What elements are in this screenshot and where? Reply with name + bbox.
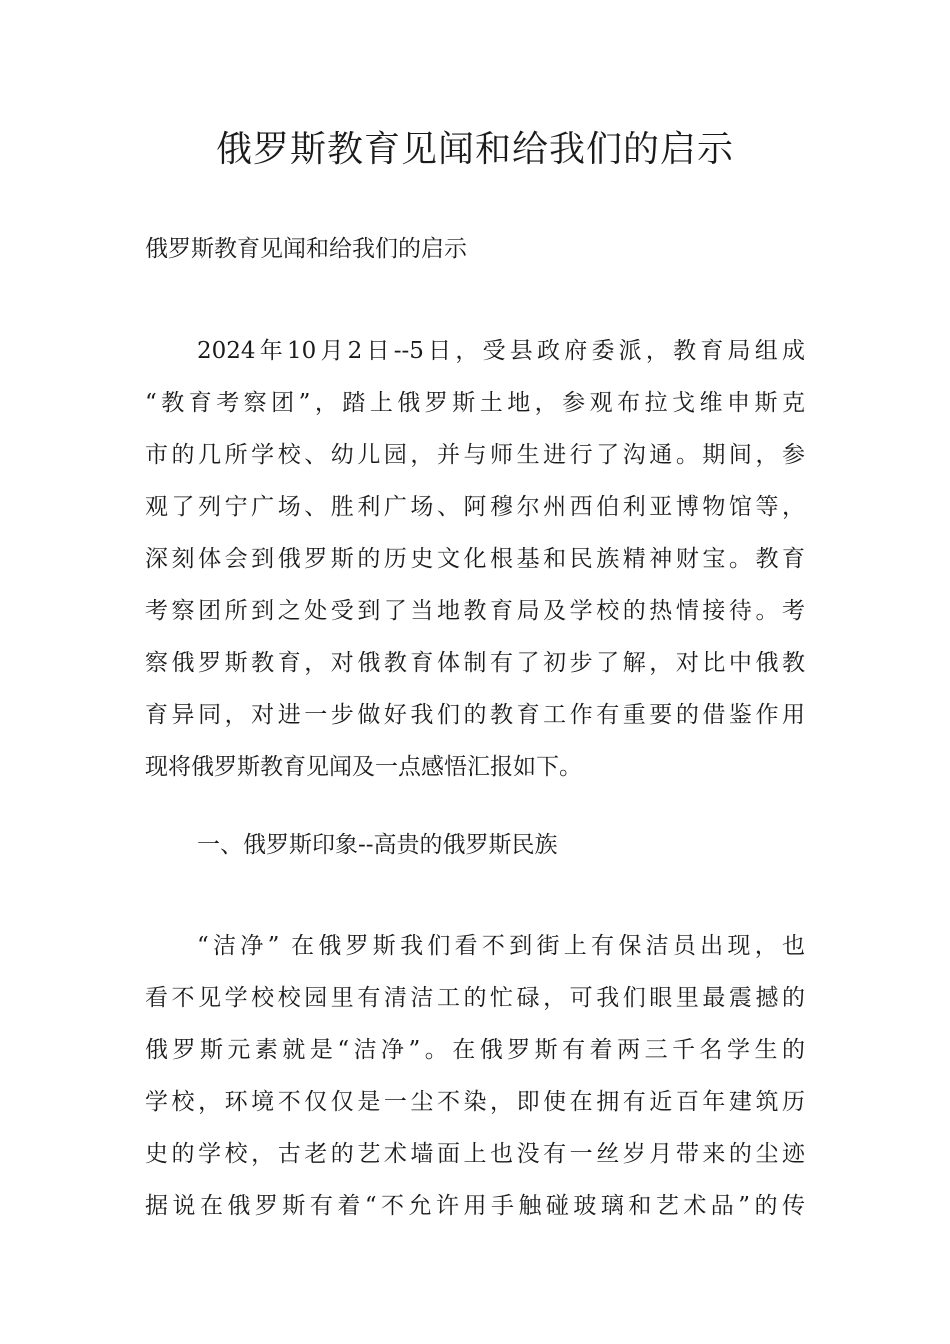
paragraph-line: 观了列宁广场、胜利广场、阿穆尔州西伯利亚博物馆等，	[145, 494, 805, 520]
paragraph-cleanliness	[145, 920, 805, 1232]
paragraph-line: 学校，环境不仅仅是一尘不染，即使在拥有近百年建筑历	[145, 1089, 805, 1115]
paragraph-line: 察俄罗斯教育，对俄教育体制有了初步了解，对比中俄教	[145, 650, 805, 676]
paragraph-line: 深刻体会到俄罗斯的历史文化根基和民族精神财宝。教育	[145, 546, 805, 572]
document-title: 俄罗斯教育见闻和给我们的启示	[215, 129, 734, 170]
paragraph-line: 2024年10月2日--5日，受县政府委派，教育局组成	[197, 338, 805, 364]
paragraph-line: 市的几所学校、幼儿园，并与师生进行了沟通。期间，参	[145, 442, 805, 468]
paragraph-line: 俄罗斯元素就是“洁净”。在俄罗斯有着两三千名学生的	[145, 1037, 805, 1063]
paragraph-line: “洁净” 在俄罗斯我们看不到街上有保洁员出现，也	[197, 933, 805, 959]
paragraph-line: 史的学校，古老的艺术墙面上也没有一丝岁月带来的尘迹	[145, 1141, 805, 1167]
paragraph-intro	[145, 325, 805, 793]
paragraph-line: “教育考察团”，踏上俄罗斯土地，参观布拉戈维申斯克	[145, 390, 805, 416]
section-heading: 一、俄罗斯印象--高贵的俄罗斯民族	[197, 832, 558, 858]
paragraph-line: 据说在俄罗斯有着“不允许用手触碰玻璃和艺术品”的传	[145, 1193, 805, 1219]
document-subtitle: 俄罗斯教育见闻和给我们的启示	[145, 236, 467, 262]
paragraph-line: 看不见学校校园里有清洁工的忙碌，可我们眼里最震撼的	[145, 985, 805, 1011]
paragraph-line: 现将俄罗斯教育见闻及一点感悟汇报如下。	[145, 754, 582, 780]
paragraph-line: 考察团所到之处受到了当地教育局及学校的热情接待。考	[145, 598, 805, 624]
paragraph-line: 育异同，对进一步做好我们的教育工作有重要的借鉴作用	[145, 702, 805, 728]
